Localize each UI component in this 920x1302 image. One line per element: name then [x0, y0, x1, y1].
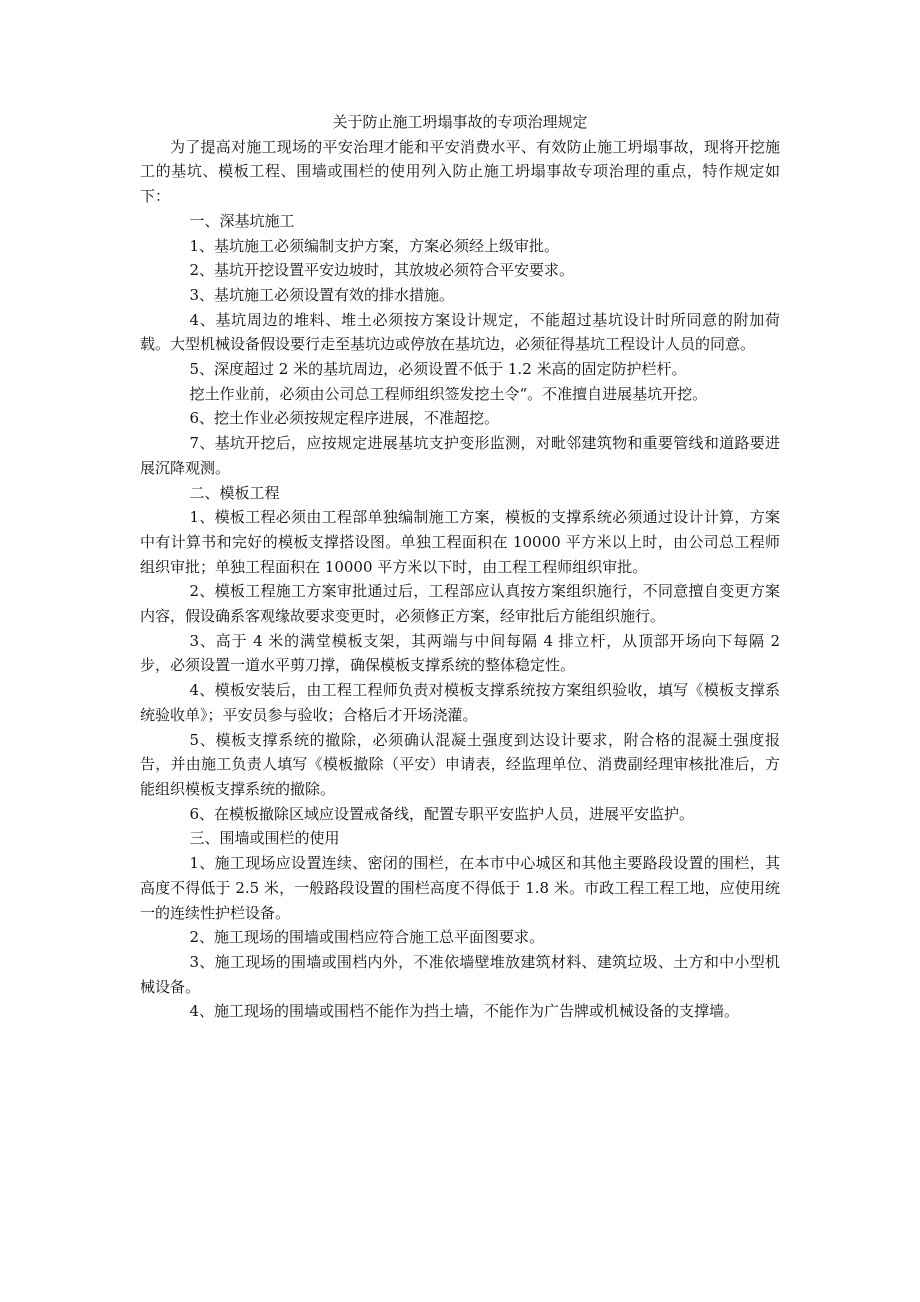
intro-paragraph: 为了提高对施工现场的平安治理才能和平安消费水平、有效防止施工坍塌事故，现将开挖施工的基坑、模板工程、围墙或围栏的使用列入防止施工坍塌事故专项治理的重点，特作规定如下： [140, 137, 780, 206]
clause: 4、模板安装后，由工程工程师负责对模板支撑系统按方案组织验收，填写《模板支撑系统验收单》；平安员参与验收；合格后才开场浇灌。 [140, 681, 780, 724]
document-title: 关于防止施工坍塌事故的专项治理规定 [332, 113, 588, 131]
clause: 挖土作业前，必须由公司总工程师组织签发挖土令“。不准擅自进展基坑开挖。 [189, 384, 708, 403]
section-excavation [140, 209, 780, 481]
section-fencing [140, 826, 780, 1024]
clause: 4、施工现场的围墙或围档不能作为挡土墙，不能作为广告牌或机械设备的支撑墙。 [189, 1002, 740, 1021]
section-heading: 三、围墙或围栏的使用 [189, 829, 340, 848]
clause: 5、模板支撑系统的撤除，必须确认混凝土强度到达设计要求，附合格的混凝土强度报告，并由施工负责人填写《模板撤除（平安）申请表，经监理单位、消费副经理审核批准后，方能组织模板支撑系统的撤除。 [140, 730, 780, 798]
section-formwork [140, 481, 780, 827]
section-heading: 一、深基坑施工 [189, 211, 295, 230]
clause: 4、基坑周边的堆料、堆土必须按方案设计规定，不能超过基坑设计时所同意的附加荷载。大型机械设备假设要行走至基坑边或停放在基坑边，必须征得基坑工程设计人员的同意。 [140, 310, 780, 354]
section-heading: 二、模板工程 [189, 483, 280, 502]
clause: 2、施工现场的围墙或围档应符合施工总平面图要求。 [189, 928, 545, 947]
document-page [140, 100, 780, 1024]
clause: 2、基坑开挖设置平安边坡时，其放坡必须符合平安要求。 [189, 261, 575, 280]
clause: 1、基坑施工必须编制支护方案，方案必须经上级审批。 [189, 236, 560, 255]
clause: 5、深度超过 2 米的基坑周边，必须设置不低于 1.2 米高的固定防护栏杆。 [189, 360, 687, 379]
clause: 3、基坑施工必须设置有效的排水措施。 [189, 285, 455, 304]
clause: 3、高于 4 米的满堂模板支架，其两端与中间每隔 4 排立杆，从顶部开场向下每隔 2 步，必须设置一道水平剪刀撑，确保模板支撑系统的整体稳定性。 [140, 631, 780, 675]
clause: 2、模板工程施工方案审批通过后，工程部应认真按方案组织施行，不同意擅自变更方案内容，假设确系客观缘故要求变更时，必须修正方案，经审批后方能组织施行。 [140, 582, 780, 626]
clause: 6、挖土作业必须按规定程序进展，不准超挖。 [189, 409, 500, 428]
clause: 3、施工现场的围墙或围档内外，不准依墙壁堆放建筑材料、建筑垃圾、土方和中小型机械设备。 [140, 952, 780, 996]
clause: 1、模板工程必须由工程部单独编制施工方案，模板的支撑系统必须通过设计计算，方案中有计算书和完好的模板支撑搭设图。单独工程面积在 10000 平方米以上时，由公司总工程师组织审批；单独工程面积在 10000 平方米以下时，由工程工程师组织审批。 [140, 508, 780, 576]
clause: 1、施工现场应设置连续、密闭的围栏，在本市中心城区和其他主要路段设置的围栏，其高度不得低于 2.5 米，一般路段设置的围栏高度不得低于 1.8 米。市政工程工程工地，应使用统一的连续性护栏设备。 [140, 854, 780, 922]
clause: 7、基坑开挖后，应按规定进展基坑支护变形监测，对毗邻建筑物和重要管线和道路要进展沉降观测。 [140, 434, 780, 477]
clause: 6、在模板撤除区域应设置戒备线，配置专职平安监护人员，进展平安监护。 [189, 804, 695, 823]
